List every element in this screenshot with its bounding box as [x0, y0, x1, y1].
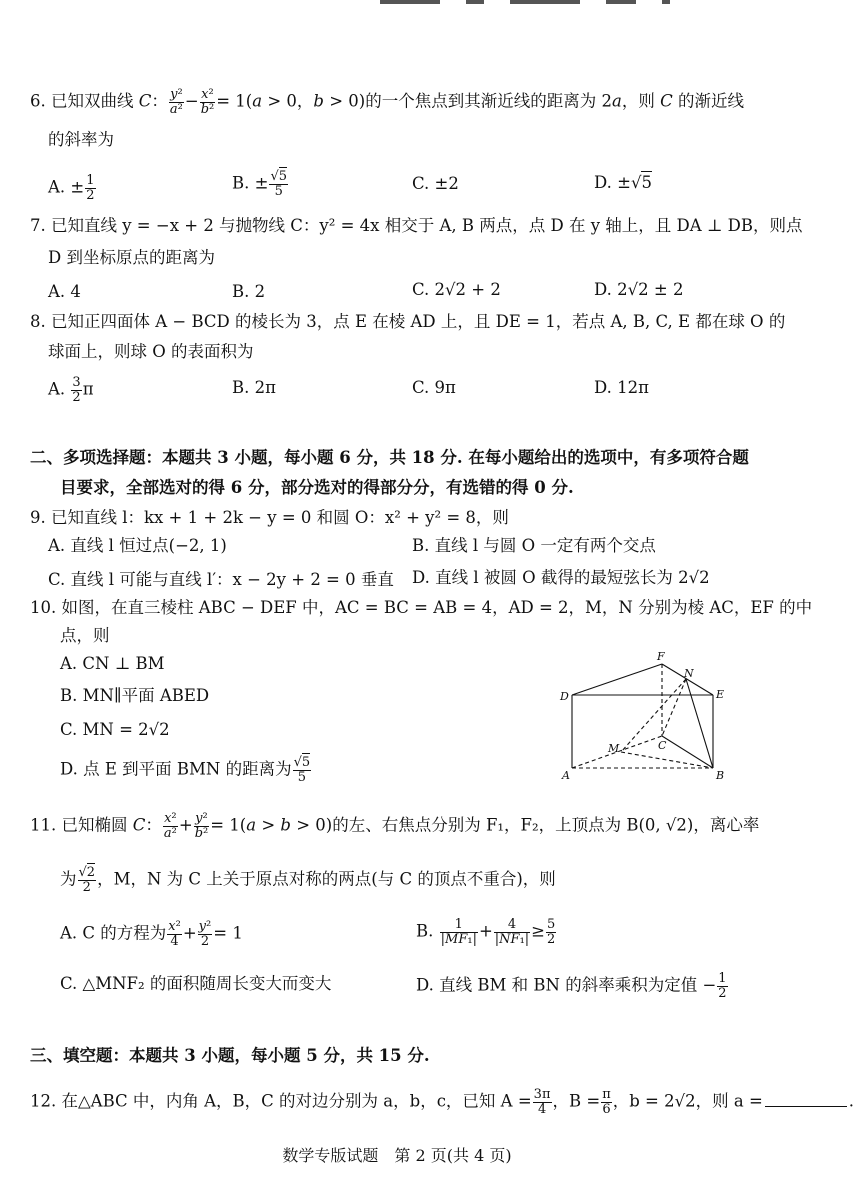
q8-option-a: A. $\frac{3}{2}$ π	[48, 375, 94, 405]
q7-option-a: A. 4	[48, 282, 81, 301]
label-e: E	[716, 688, 725, 701]
answer-blank	[765, 1106, 847, 1107]
section-3-heading: 三、填空题：本题共 3 小题，每小题 5 分，共 15 分.	[30, 1046, 430, 1065]
label-b: B	[716, 769, 725, 782]
q9-option-c: C. 直线 l 可能与直线 l′：x − 2y + 2 = 0 垂直	[48, 570, 394, 589]
question-8-line2: 球面上，则球 O 的表面积为	[48, 342, 254, 361]
q11-option-b: B. $\frac{1}{\text{|MF₁|}}$ + $\frac{4}{\text{|NF₁|}}$ ≥ $\frac{5}{2}$	[416, 917, 556, 947]
q9-option-a: A. 直线 l 恒过点(−2, 1)	[48, 536, 227, 555]
label-m: M	[608, 742, 620, 755]
q11-option-a: A. C 的方程为 $\frac{\text{x²}}{4}$ + $\frac{\text{y²}}{2}$ = 1	[60, 919, 243, 949]
q8-option-b: B. 2π	[232, 378, 276, 397]
question-10-line1: 10. 如图，在直三棱柱 ABC − DEF 中，AC = BC = AB = 4，AD = 2，M，N 分别为棱 AC，EF 的中	[30, 598, 813, 617]
question-7-line2: D 到坐标原点的距离为	[48, 248, 215, 267]
question-12: 12. 在△ABC 中，内角 A，B，C 的对边分别为 a，b，c，已知 A = $\frac{3\pi}{4}$ ，B = $\frac{\pi}{6}$ ，b = 2√2，则 a = .	[30, 1087, 854, 1117]
label-n: N	[684, 667, 694, 680]
section-2-heading: 二、多项选择题：本题共 3 小题，每小题 6 分，共 18 分. 在每小题给出的选项中，有多项符合题	[30, 448, 749, 467]
label-c: C	[658, 739, 667, 752]
question-10-line2: 点，则	[60, 626, 110, 645]
label-d: D	[560, 690, 569, 703]
question-6-cont: 的斜率为	[48, 130, 114, 149]
question-11-line2: 为 $\frac{√2}{2}$ ，M，N 为 C 上关于原点对称的两点(与 C 的顶点不重合)，则	[60, 865, 556, 895]
q8-option-c: C. 9π	[412, 378, 456, 397]
section-2-heading-cont: 目要求，全部选对的得 6 分，部分选对的得部分分，有选错的得 0 分.	[60, 478, 574, 497]
question-9-stem: 9. 已知直线 l：kx + 1 + 2k − y = 0 和圆 O：x² + y² = 8，则	[30, 508, 509, 527]
q6-option-b: B. ± $\frac{√5}{5}$	[232, 169, 288, 199]
question-8-line1: 8. 已知正四面体 A − BCD 的棱长为 3，点 E 在棱 AD 上，且 DE = 1，若点 A, B, C, E 都在球 O 的	[30, 312, 786, 331]
q6-option-d: D. ±√5	[594, 173, 652, 192]
question-11-line1: 11. 已知椭圆 C： $\frac{\text{x²}}{\text{a²}}$ + $\frac{\text{y²}}{\text{b²}}$ = 1(a > b > 0)的左、右焦点分别为 F₁，F₂，上顶点为 B(0, √2)，离心率	[30, 811, 760, 841]
question-6-stem: 6. 已知双曲线 C： $\frac{\text{y²}}{\text{a²}}$ − $\frac{\text{x²}}{\text{b²}}$ = 1(a > 0，b > 0)的一个焦点到其渐近线的距离为 2a，则 C 的渐近线	[30, 87, 744, 117]
q10-option-d: D. 点 E 到平面 BMN 的距离为 $\frac{√5}{5}$	[60, 755, 311, 785]
q9-option-b: B. 直线 l 与圆 O 一定有两个交点	[412, 536, 656, 555]
q11-option-d: D. 直线 BM 和 BN 的斜率乘积为定值 − $\frac{1}{2}$	[416, 971, 727, 1001]
q6-option-a: A. ± $\frac{1}{2}$	[48, 173, 95, 203]
q6-option-c: C. ±2	[412, 174, 459, 193]
page-footer: 数学专版试题 第 2 页(共 4 页)	[282, 1146, 512, 1165]
top-cut-strip	[380, 0, 710, 8]
q8-option-d: D. 12π	[594, 378, 649, 397]
q11-option-c: C. △MNF₂ 的面积随周长变大而变大	[60, 974, 332, 993]
q9-option-d: D. 直线 l 被圆 O 截得的最短弦长为 2√2	[412, 568, 710, 587]
prism-figure	[558, 648, 728, 783]
q7-option-b: B. 2	[232, 282, 266, 301]
q7-option-c: C. 2√2 + 2	[412, 280, 501, 299]
label-a: A	[562, 769, 570, 782]
q10-option-b: B. MN∥平面 ABED	[60, 686, 210, 705]
label-f: F	[657, 650, 665, 663]
question-7-line1: 7. 已知直线 y = −x + 2 与抛物线 C：y² = 4x 相交于 A, B 两点，点 D 在 y 轴上，且 DA ⊥ DB，则点	[30, 216, 803, 235]
q10-option-c: C. MN = 2√2	[60, 720, 170, 739]
q10-option-a: A. CN ⊥ BM	[60, 654, 165, 673]
q7-option-d: D. 2√2 ± 2	[594, 280, 684, 299]
